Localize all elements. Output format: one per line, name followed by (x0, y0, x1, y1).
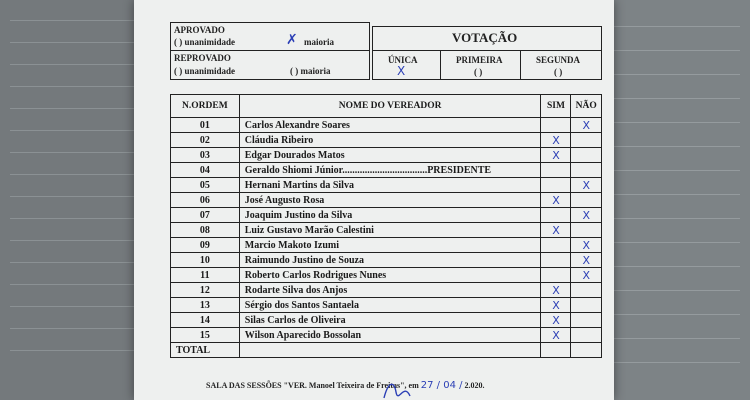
row-number: 07 (171, 208, 240, 223)
vote-no: X (571, 208, 602, 223)
option-unica-mark: X (397, 64, 406, 78)
vote-no: X (571, 268, 602, 283)
councilor-name: Carlos Alexandre Soares (239, 118, 541, 133)
vote-yes (541, 268, 571, 283)
rejected-majority: ( ) maioria (290, 66, 331, 76)
councilor-name: Wilson Aparecido Bossolan (239, 328, 541, 343)
table-row (171, 328, 602, 343)
councilor-name: Roberto Carlos Rodrigues Nunes (239, 268, 541, 283)
row-number: 12 (171, 283, 240, 298)
footer-text: SALA DAS SESSÕES "VER. Manoel Teixeira de Freitas", em (206, 381, 419, 390)
councilor-name: Luiz Gustavo Marão Calestini (239, 223, 541, 238)
col-order: N.ORDEM (171, 95, 240, 118)
table-row (171, 133, 602, 148)
table-row (171, 193, 602, 208)
rejected-unanimity: ( ) unanimidade (174, 66, 236, 76)
vote-no: X (571, 238, 602, 253)
row-number: 09 (171, 238, 240, 253)
table-row (171, 223, 602, 238)
row-number: 04 (171, 163, 240, 178)
background-left-sheet (0, 0, 135, 400)
footer-date: 27 / 04 / (420, 380, 463, 391)
option-primeira-mark: ( ) (474, 67, 483, 77)
voting-sheet (134, 0, 614, 400)
row-number: 02 (171, 133, 240, 148)
vote-yes: X (541, 148, 571, 163)
table-row (171, 283, 602, 298)
table-row (171, 298, 602, 313)
footer-year: 2.020. (464, 381, 485, 390)
row-number: 08 (171, 223, 240, 238)
councilor-name: Geraldo Shiomi Júnior..................................PRESIDENTE (239, 163, 541, 178)
vote-no (571, 298, 602, 313)
approved-majority-mark: ✗ (286, 32, 298, 48)
total-yes (541, 343, 571, 358)
row-number: 14 (171, 313, 240, 328)
vote-yes (541, 238, 571, 253)
total-label: TOTAL (171, 343, 240, 358)
table-row (171, 268, 602, 283)
councilor-name: Joaquim Justino da Silva (239, 208, 541, 223)
vote-no (571, 163, 602, 178)
row-number: 06 (171, 193, 240, 208)
total-no (571, 343, 602, 358)
row-number: 10 (171, 253, 240, 268)
vote-yes (541, 118, 571, 133)
councilor-name: Marcio Makoto Izumi (239, 238, 541, 253)
table-row (171, 148, 602, 163)
vote-no: X (571, 178, 602, 193)
approved-unanimity: ( ) unanimidade (174, 37, 236, 47)
table-row (171, 118, 602, 133)
row-number: 01 (171, 118, 240, 133)
councilor-name: Raimundo Justino de Souza (239, 253, 541, 268)
vote-yes (541, 163, 571, 178)
background-right-sheet (610, 0, 750, 400)
vote-yes: X (541, 328, 571, 343)
councilor-name: Hernani Martins da Silva (239, 178, 541, 193)
col-name: NOME DO VEREADOR (239, 95, 541, 118)
vote-yes: X (541, 313, 571, 328)
rejected-title: REPROVADO (174, 53, 231, 63)
option-segunda: SEGUNDA (536, 55, 581, 65)
vote-no (571, 313, 602, 328)
option-unica: ÚNICA (388, 55, 418, 65)
vote-no (571, 148, 602, 163)
vote-no (571, 133, 602, 148)
row-number: 03 (171, 148, 240, 163)
vote-yes (541, 208, 571, 223)
option-primeira: PRIMEIRA (456, 55, 503, 65)
vote-no (571, 328, 602, 343)
vote-yes: X (541, 223, 571, 238)
approved-majority: maioria (304, 37, 334, 47)
vote-yes: X (541, 298, 571, 313)
vote-no (571, 283, 602, 298)
vote-yes (541, 178, 571, 193)
row-number: 13 (171, 298, 240, 313)
councilor-name: José Augusto Rosa (239, 193, 541, 208)
col-no: NÃO (571, 95, 602, 118)
row-number: 05 (171, 178, 240, 193)
table-row (171, 238, 602, 253)
table-row (171, 178, 602, 193)
table-total-row (171, 343, 602, 358)
row-number: 15 (171, 328, 240, 343)
row-number: 11 (171, 268, 240, 283)
vote-yes: X (541, 283, 571, 298)
councilor-name: Cláudia Ribeiro (239, 133, 541, 148)
vote-no: X (571, 118, 602, 133)
councilor-name: Silas Carlos de Oliveira (239, 313, 541, 328)
table-row (171, 208, 602, 223)
councilor-name: Edgar Dourados Matos (239, 148, 541, 163)
table-row (171, 253, 602, 268)
councilor-name: Rodarte Silva dos Anjos (239, 283, 541, 298)
councilor-vote-table (170, 94, 602, 358)
vote-no (571, 193, 602, 208)
vote-no: X (571, 253, 602, 268)
option-segunda-mark: ( ) (554, 67, 563, 77)
vote-yes (541, 253, 571, 268)
vote-yes: X (541, 193, 571, 208)
col-yes: SIM (541, 95, 571, 118)
table-row (171, 313, 602, 328)
councilor-name: Sérgio dos Santos Santaela (239, 298, 541, 313)
table-row (171, 163, 602, 178)
vote-yes: X (541, 133, 571, 148)
vote-no (571, 223, 602, 238)
approved-title: APROVADO (174, 25, 225, 35)
session-footer (206, 380, 485, 391)
voting-title: VOTAÇÃO (452, 30, 518, 45)
signature-scribble (382, 378, 422, 400)
table-header-row (171, 95, 602, 118)
